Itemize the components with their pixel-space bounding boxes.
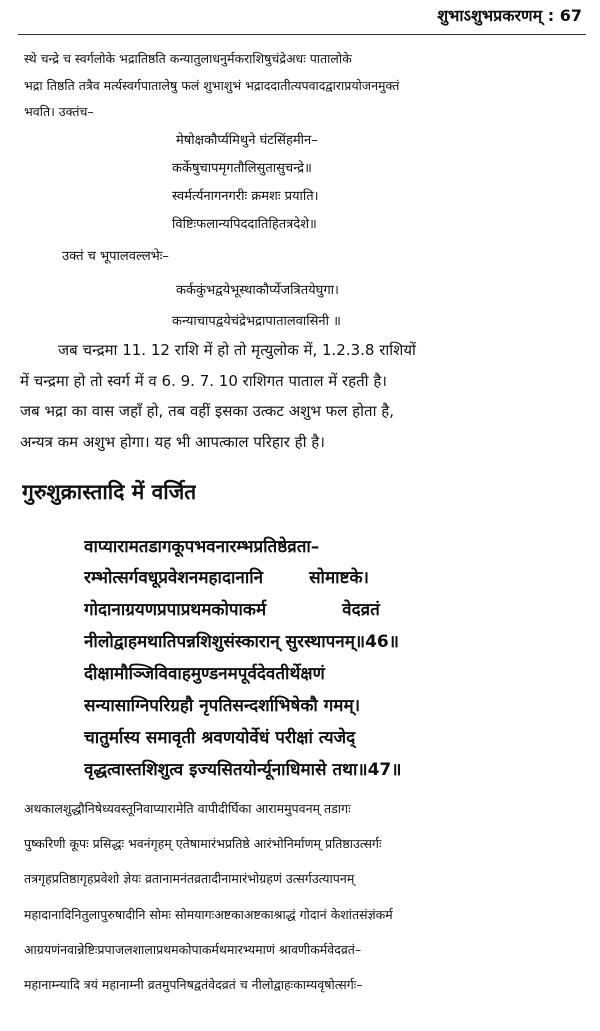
section-title: गुरुशुक्रास्तादि में वर्जित [22, 480, 197, 504]
verse1-line: स्वर्मर्त्यनागनगरीः क्रमशः प्रयाति। [172, 189, 319, 204]
verse1-line: विष्टिःफलान्यपिददातिहितत्रदेशे॥ [172, 217, 317, 232]
para1-line: भद्रा तिष्ठति तत्रैव मर्त्यस्वर्गपातालेषु फलं शुभाशुभं भद्राददातीत्यपवादद्वाराप्रयोजनमुक्तं [24, 78, 400, 93]
verse3-line: वृद्धत्वास्तशिशुत्व इज्यसितयोर्न्यूनाधिमासे तथा॥47॥ [84, 760, 402, 780]
para1-line: स्थे चन्द्रे च स्वर्गलोके भद्रातिष्ठति कन्यातुलाधनुर्मकराशिषुचंद्रेअधः पातालोके [24, 51, 352, 66]
para1-line: भवति। उक्तंच– [24, 104, 94, 119]
para3-line: महादानादिनितुलापुरुषादीनि सोमः सोमयागःअष्टकाअष्टकाश्राद्धं गोदानं केशांतसंज्ञंकर्म [24, 907, 393, 922]
verse3-line: चातुर्मास्य समावृती श्रवणयोर्वेधं परीक्षां त्यजेद् [84, 728, 356, 748]
verse3-line: दीक्षामौञ्जिविवाहमुण्डनमपूर्वदेवतीर्थेक्षणं [84, 664, 325, 684]
para3-line: आग्रयणंनवान्नेष्टिःप्रपाजलशालाप्रथमकोपाकर्मथमारभ्यमाणं श्रावणीकर्मवेदव्रतं– [24, 942, 362, 957]
header-separator: : [547, 6, 560, 25]
verse3-line: गोदानाग्रयणप्रपाप्रथमकोपाकर्म वेदव्रतं [84, 600, 380, 620]
verse2-line: कन्याचापद्वयेचंद्रेभद्रापातालवासिनी ॥ [172, 314, 341, 329]
para3-line: अथकालशुद्धौनिषेध्यवस्तूनिवाप्यारामेति वापीदीर्घिका आराममुपवनम् तडागः [24, 801, 351, 816]
verse3-line: वाप्यारामतडागकूपभवनारम्भप्रतिष्ठेव्रता– [84, 537, 320, 557]
verse3-line: नीलोद्वाहमथातिपन्नशिशुसंस्कारान् सुरस्थापनम्॥46॥ [84, 632, 399, 652]
intro-line: उक्तं च भूपालवल्लभेः– [62, 249, 169, 264]
header-title: शुभाऽशुभप्रकरणम् [437, 6, 543, 25]
para2-line: जब भद्रा का वास जहाँ हो, तब वहीं इसका उत्कट अशुभ फल होता है, [20, 402, 394, 420]
verse3-line: रम्भोत्सर्गवधूप्रवेशनमहादानानि सोमाष्टके। [84, 568, 369, 588]
verse3-line: सन्यासाग्निपरिग्रहौ नृपतिसन्दर्शाभिषेकौ गमम्। [84, 696, 361, 716]
header-rule [18, 34, 586, 35]
verse1-line: कर्केषुचापमृगतौलिसुतासुचन्द्रे॥ [172, 161, 312, 176]
para2-line: में चन्द्रमा हो तो स्वर्ग में व 6. 9. 7. 10 राशिगत पाताल में रहती है। [20, 372, 387, 390]
verse1-line: मेषोक्षकौर्प्यमिथुने घंटसिंहमीन– [176, 133, 318, 148]
running-header [437, 4, 582, 30]
para2-line: जब चन्द्रमा 11. 12 राशि में हो तो मृत्युलोक में, 1.2.3.8 राशियों [58, 341, 416, 359]
verse2-line: कर्ककुंभद्वयेभूस्थाकौर्प्येजत्रितयेघुगा। [176, 283, 339, 298]
para3-line: महानाम्न्यादि त्रयं महानाम्नी व्रतमुपनिषद्वतंवेदव्रतं च नीलोद्वाहःकाम्यवृषोत्सर्गः– [24, 977, 363, 992]
page-number: 67 [559, 6, 582, 25]
para3-line: तत्रगृहप्रतिष्ठागृहप्रवेशो ज्ञेयः व्रतानामनंतव्रतादीनामारंभोग्रहणं उत्सर्गउत्यापनम् [24, 871, 355, 886]
para2-line: अन्यत्र कम अशुभ होगा। यह भी आपत्काल परिहार ही है। [20, 433, 325, 451]
para3-line: पुष्करिणी कूपः प्रसिद्धः भवनंगृहम् एतेषामारंभप्रतिष्ठे आरंभोनिर्माणम् प्रतिष्ठाउत्सर्गः [24, 836, 382, 851]
